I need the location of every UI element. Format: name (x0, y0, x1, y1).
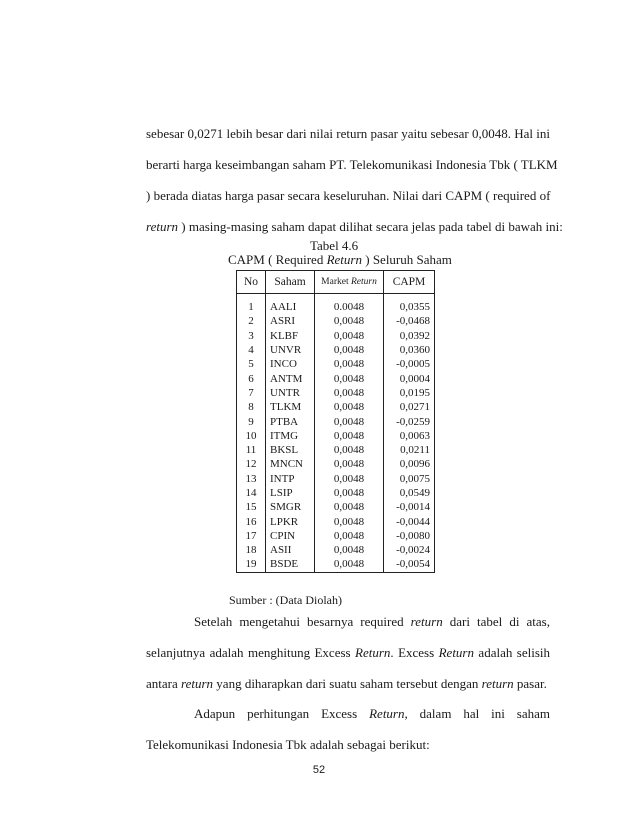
paragraph-line: selanjutnya adalah menghitung Excess Return. Excess Return adalah selisih (146, 645, 550, 660)
table-row (237, 400, 435, 414)
header-no: No (237, 271, 266, 294)
cell-no: 8 (237, 400, 266, 414)
table-row (237, 343, 435, 357)
table-row (237, 300, 435, 314)
cell-capm: 0,0392 (384, 329, 435, 343)
table-row (237, 486, 435, 500)
cell-market-return: 0,0048 (315, 343, 384, 357)
cell-saham: ANTM (266, 371, 315, 385)
header-market-return: Market Return (315, 271, 384, 294)
cell-capm: -0,0259 (384, 414, 435, 428)
cell-capm: 0,0271 (384, 400, 435, 414)
cell-capm: -0,0044 (384, 514, 435, 528)
cell-no: 12 (237, 457, 266, 471)
cell-saham: TLKM (266, 400, 315, 414)
cell-market-return: 0,0048 (315, 543, 384, 557)
table-row (237, 443, 435, 457)
cell-saham: BKSL (266, 443, 315, 457)
cell-market-return: 0,0048 (315, 429, 384, 443)
cell-capm: 0,0211 (384, 443, 435, 457)
cell-market-return: 0,0048 (315, 414, 384, 428)
cell-saham: CPIN (266, 529, 315, 543)
cell-market-return: 0,0048 (315, 443, 384, 457)
table-row (237, 314, 435, 328)
cell-capm: -0,0014 (384, 500, 435, 514)
cell-market-return: 0,0048 (315, 557, 384, 572)
table-body (237, 294, 435, 573)
cell-saham: SMGR (266, 500, 315, 514)
cell-capm: 0,0355 (384, 300, 435, 314)
table-row (237, 386, 435, 400)
paragraph-line: Setelah mengetahui besarnya required return dari tabel di atas, (194, 614, 550, 629)
table-row (237, 472, 435, 486)
cell-no: 13 (237, 472, 266, 486)
cell-no: 2 (237, 314, 266, 328)
cell-saham: ASII (266, 543, 315, 557)
cell-no: 14 (237, 486, 266, 500)
cell-market-return: 0,0048 (315, 386, 384, 400)
cell-saham: MNCN (266, 457, 315, 471)
table-row (237, 371, 435, 385)
table-row (237, 429, 435, 443)
cell-market-return: 0,0048 (315, 514, 384, 528)
cell-capm: -0,0024 (384, 543, 435, 557)
cell-capm: 0,0360 (384, 343, 435, 357)
cell-no: 7 (237, 386, 266, 400)
cell-no: 16 (237, 514, 266, 528)
cell-no: 4 (237, 343, 266, 357)
table-row (237, 543, 435, 557)
cell-market-return: 0,0048 (315, 371, 384, 385)
header-capm: CAPM (384, 271, 435, 294)
cell-no: 3 (237, 329, 266, 343)
table-number: Tabel 4.6 (310, 238, 359, 253)
paragraph-line: Telekomunikasi Indonesia Tbk adalah sebagai berikut: (146, 737, 430, 752)
cell-capm: 0,0063 (384, 429, 435, 443)
table-row (237, 414, 435, 428)
intro-paragraph (146, 118, 563, 242)
table-row (237, 329, 435, 343)
cell-no: 5 (237, 357, 266, 371)
cell-market-return: 0,0048 (315, 500, 384, 514)
cell-market-return: 0,0048 (315, 314, 384, 328)
cell-capm: -0,0005 (384, 357, 435, 371)
page-number: 52 (312, 764, 326, 776)
cell-saham: BSDE (266, 557, 315, 572)
cell-capm: 0,0195 (384, 386, 435, 400)
cell-market-return: 0,0048 (315, 529, 384, 543)
cell-no: 15 (237, 500, 266, 514)
cell-capm: 0,0096 (384, 457, 435, 471)
table-title: CAPM ( Required Return ) Seluruh Saham (228, 252, 452, 267)
table-row (237, 557, 435, 572)
cell-saham: ITMG (266, 429, 315, 443)
paragraph-line: antara return yang diharapkan dari suatu saham tersebut dengan return pasar. (146, 676, 547, 691)
cell-no: 9 (237, 414, 266, 428)
cell-market-return: 0,0048 (315, 400, 384, 414)
source-note: Sumber : (Data Diolah) (229, 593, 342, 607)
header-saham: Saham (266, 271, 315, 294)
cell-saham: PTBA (266, 414, 315, 428)
intro-line: ) berada diatas harga pasar secara keseluruhan. Nilai dari CAPM ( required of (146, 188, 551, 203)
cell-market-return: 0,0048 (315, 457, 384, 471)
intro-line-last: return ) masing-masing saham dapat dilihat secara jelas pada tabel di bawah ini: (146, 219, 563, 234)
cell-saham: INTP (266, 472, 315, 486)
cell-no: 10 (237, 429, 266, 443)
cell-market-return: 0,0048 (315, 486, 384, 500)
cell-capm: -0,0468 (384, 314, 435, 328)
table-row (237, 457, 435, 471)
cell-market-return: 0,0048 (315, 472, 384, 486)
cell-saham: LPKR (266, 514, 315, 528)
cell-saham: AALI (266, 300, 315, 314)
cell-market-return: 0,0048 (315, 357, 384, 371)
table-row (237, 500, 435, 514)
cell-saham: UNTR (266, 386, 315, 400)
cell-capm: 0,0004 (384, 371, 435, 385)
cell-saham: KLBF (266, 329, 315, 343)
paragraph-calculation (146, 698, 550, 760)
cell-market-return: 0.0048 (315, 300, 384, 314)
table-row (237, 357, 435, 371)
cell-capm: 0,0549 (384, 486, 435, 500)
cell-no: 19 (237, 557, 266, 572)
capm-table (236, 270, 435, 573)
cell-capm: -0,0080 (384, 529, 435, 543)
cell-no: 17 (237, 529, 266, 543)
intro-line: sebesar 0,0271 lebih besar dari nilai return pasar yaitu sebesar 0,0048. Hal ini (146, 126, 550, 141)
cell-no: 6 (237, 371, 266, 385)
cell-no: 1 (237, 300, 266, 314)
table-row (237, 514, 435, 528)
cell-market-return: 0,0048 (315, 329, 384, 343)
cell-capm: 0,0075 (384, 472, 435, 486)
cell-no: 11 (237, 443, 266, 457)
cell-saham: LSIP (266, 486, 315, 500)
table-row (237, 529, 435, 543)
paragraph-line: Adapun perhitungan Excess Return, dalam hal ini saham (194, 706, 550, 721)
cell-saham: ASRI (266, 314, 315, 328)
cell-saham: INCO (266, 357, 315, 371)
cell-capm: -0,0054 (384, 557, 435, 572)
paragraph-excess-return (146, 606, 550, 699)
intro-line: berarti harga keseimbangan saham PT. Telekomunikasi Indonesia Tbk ( TLKM (146, 157, 558, 172)
cell-no: 18 (237, 543, 266, 557)
cell-saham: UNVR (266, 343, 315, 357)
